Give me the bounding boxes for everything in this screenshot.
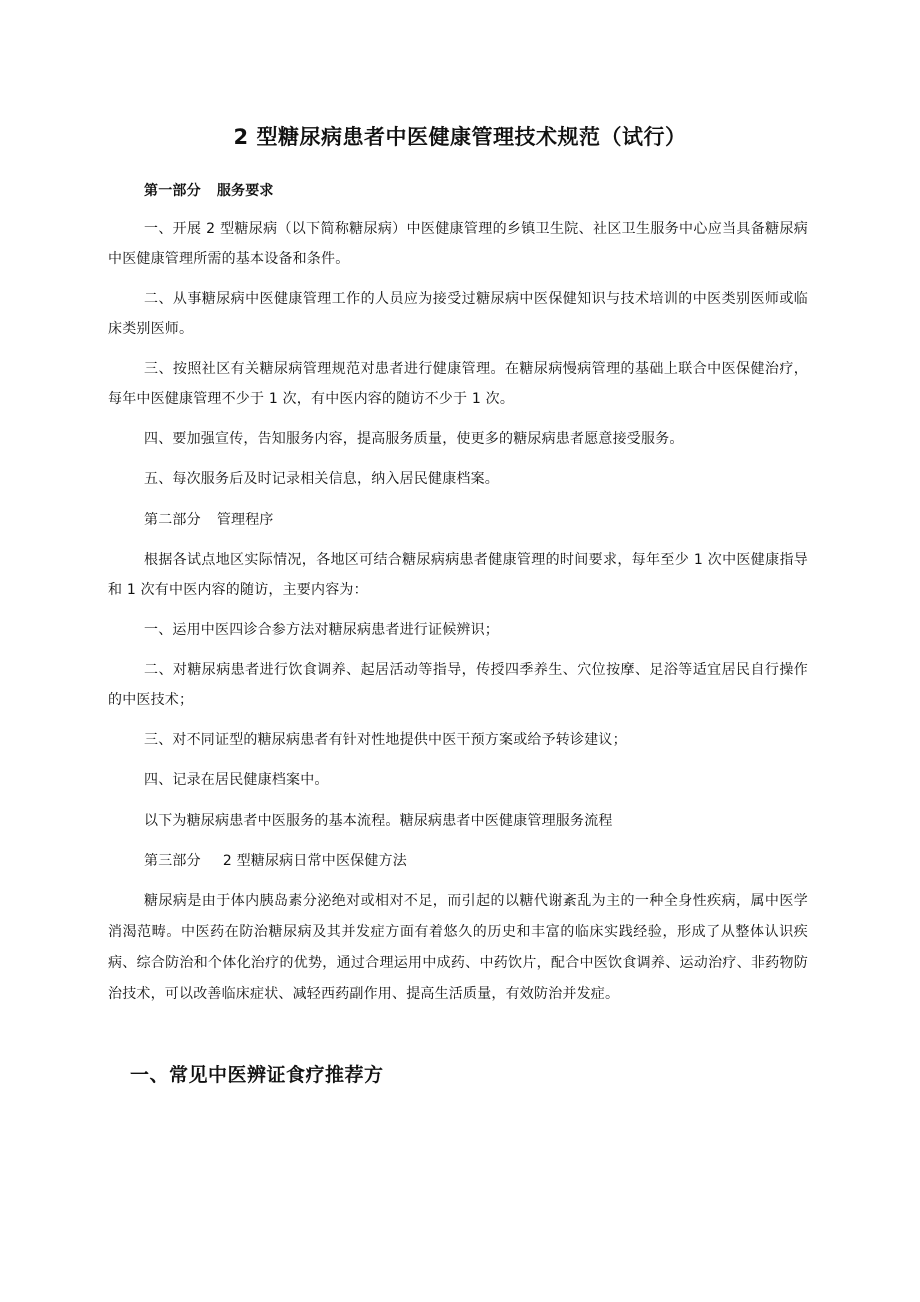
part2-flow-note: 以下为糖尿病患者中医服务的基本流程。糖尿病患者中医健康管理服务流程 bbox=[144, 813, 613, 829]
part1-item-1: 一、开展 2 型糖尿病（以下简称糖尿病）中医健康管理的乡镇卫生院、社区卫生服务中心应当具备糖尿病中医健康管理所需的基本设备和条件。 bbox=[108, 221, 808, 267]
part1-item-3: 三、按照社区有关糖尿病管理规范对患者进行健康管理。在糖尿病慢病管理的基础上联合中医保健治疗，每年中医健康管理不少于 1 次，有中医内容的随访不少于 1 次。 bbox=[108, 361, 808, 407]
part2-label: 第二部分 bbox=[144, 512, 201, 528]
part1-label: 第一部分 bbox=[144, 183, 201, 199]
part1-heading bbox=[108, 176, 808, 206]
part1-item-4: 四、要加强宣传，告知服务内容，提高服务质量，使更多的糖尿病患者愿意接受服务。 bbox=[144, 431, 684, 447]
part2-item-4: 四、记录在居民健康档案中。 bbox=[144, 772, 329, 788]
part3-body: 糖尿病是由于体内胰岛素分泌绝对或相对不足，而引起的以糖代谢紊乱为主的一种全身性疾病，属中医学消渴范畴。中医药在防治糖尿病及其并发症方面有着悠久的历史和丰富的临床实践经验，形成了从整体认识疾病、综合防治和个体化治疗的优势，通过合理运用中成药、中药饮片，配合中医饮食调养、运动治疗、非药物防治技术，可以改善临床症状、减轻西药副作用、提高生活质量，有效防治并发症。 bbox=[108, 893, 808, 1002]
part1-name: 服务要求 bbox=[216, 183, 274, 199]
part2-name: 管理程序 bbox=[216, 512, 274, 528]
part2-item-3: 三、对不同证型的糖尿病患者有针对性地提供中医干预方案或给予转诊建议； bbox=[144, 732, 627, 748]
part2-item-1: 一、运用中医四诊合参方法对糖尿病患者进行证候辨识； bbox=[144, 622, 499, 638]
section-heading: 一、常见中医辨证食疗推荐方 bbox=[130, 1064, 384, 1086]
part3-label: 第三部分 bbox=[144, 853, 201, 869]
part2-heading bbox=[108, 505, 808, 535]
part3-name: 2 型糖尿病日常中医保健方法 bbox=[222, 853, 407, 869]
part1-item-2: 二、从事糖尿病中医健康管理工作的人员应为接受过糖尿病中医保健知识与技术培训的中医类别医师或临床类别医师。 bbox=[108, 291, 808, 337]
part2-item-2: 二、对糖尿病患者进行饮食调养、起居活动等指导，传授四季养生、穴位按摩、足浴等适宜居民自行操作的中医技术； bbox=[108, 662, 808, 708]
part2-intro: 根据各试点地区实际情况，各地区可结合糖尿病病患者健康管理的时间要求，每年至少 1 次中医健康指导和 1 次有中医内容的随访，主要内容为： bbox=[108, 552, 808, 598]
part3-heading bbox=[108, 846, 808, 876]
part1-item-5: 五、每次服务后及时记录相关信息，纳入居民健康档案。 bbox=[144, 471, 499, 487]
document-title: 2 型糖尿病患者中医健康管理技术规范（试行） bbox=[233, 125, 687, 149]
